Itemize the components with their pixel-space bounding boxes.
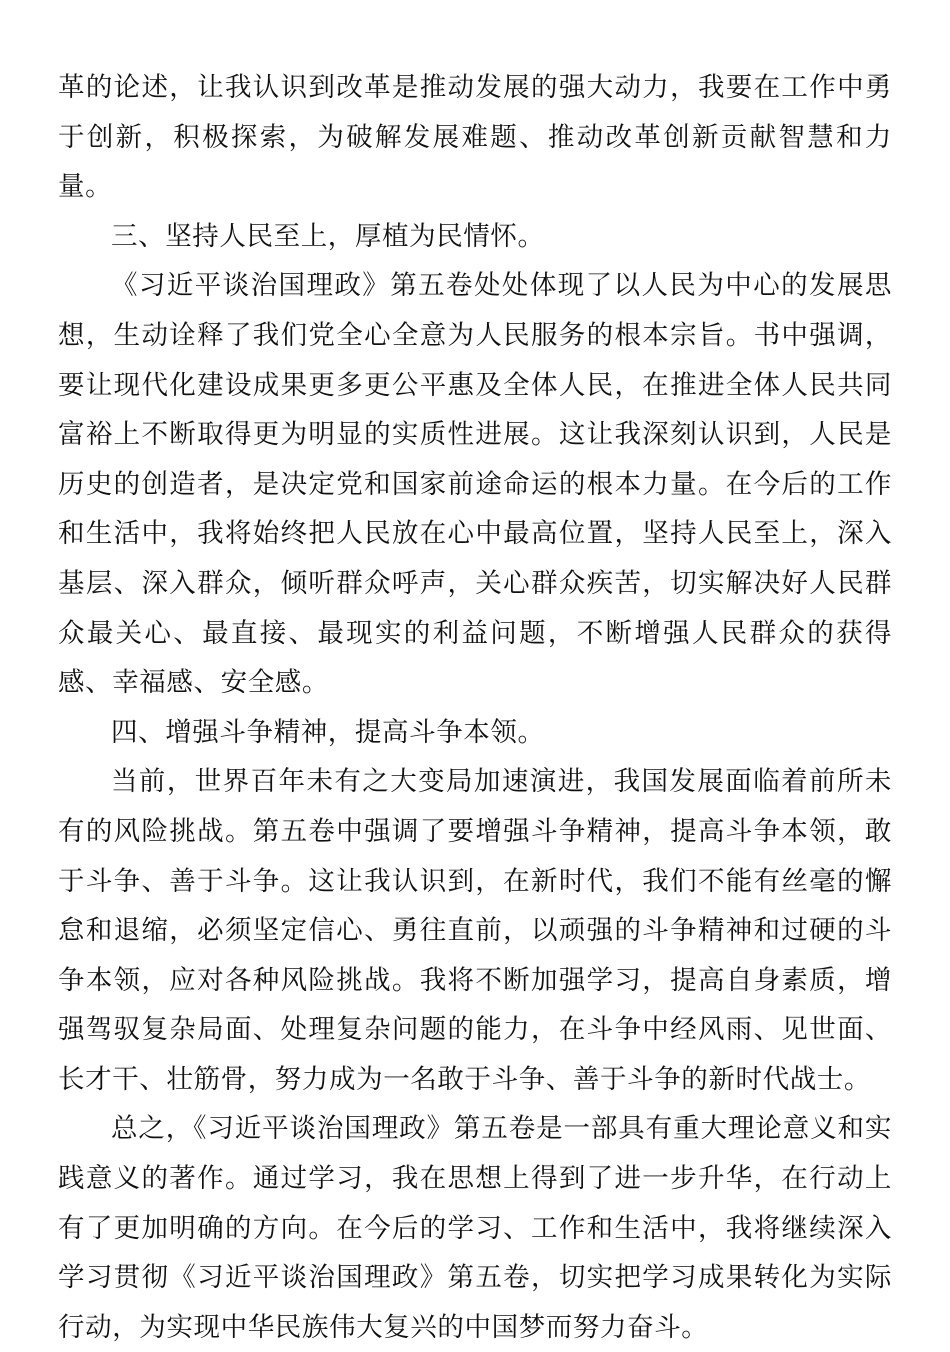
paragraph-conclusion: 总之，《习近平谈治国理政》第五卷是一部具有重大理论意义和实践意义的著作。通过学习，我在思想上得到了进一步升华，在行动上有了更加明确的方向。在今后的学习、工作和生活中，我将继续深入学习贯彻《习近平谈治国理政》第五卷，切实把学习成果转化为实际行动，为实现中华民族伟大复兴的中国梦而努力奋斗。 [58, 1113, 892, 1343]
paragraph-struggle-spirit: 当前，世界百年未有之大变局加速演进，我国发展面临着前所未有的风险挑战。第五卷中强调了要增强斗争精神，提高斗争本领，敢于斗争、善于斗争。这让我认识到，在新时代，我们不能有丝毫的懈怠和退缩，必须坚定信心、勇往直前，以顽强的斗争精神和过硬的斗争本领，应对各种风险挑战。我将不断加强学习，提高自身素质，增强驾驭复杂局面、处理复杂问题的能力，在斗争中经风雨、见世面、长才干、壮筋骨，努力成为一名敢于斗争、善于斗争的新时代战士。 [58, 766, 892, 1095]
paragraph-continuation: 革的论述，让我认识到改革是推动发展的强大动力，我要在工作中勇于创新，积极探索，为破解发展难题、推动改革创新贡献智慧和力量。 [58, 72, 892, 203]
section-heading-three: 三、坚持人民至上，厚植为民情怀。 [111, 220, 545, 252]
paragraph-people-first: 《习近平谈治国理政》第五卷处处体现了以人民为中心的发展思想，生动诠释了我们党全心全意为人民服务的根本宗旨。书中强调，要让现代化建设成果更多更公平惠及全体人民，在推进全体人民共同富裕上不断取得更为明显的实质性进展。这让我深刻认识到，人民是历史的创造者，是决定党和国家前途命运的根本力量。在今后的工作和生活中，我将始终把人民放在心中最高位置，坚持人民至上，深入基层、深入群众，倾听群众呼声，关心群众疾苦，切实解决好人民群众最关心、最直接、最现实的利益问题，不断增强人民群众的获得感、幸福感、安全感。 [58, 270, 892, 699]
section-heading-four: 四、增强斗争精神，提高斗争本领。 [111, 716, 545, 748]
